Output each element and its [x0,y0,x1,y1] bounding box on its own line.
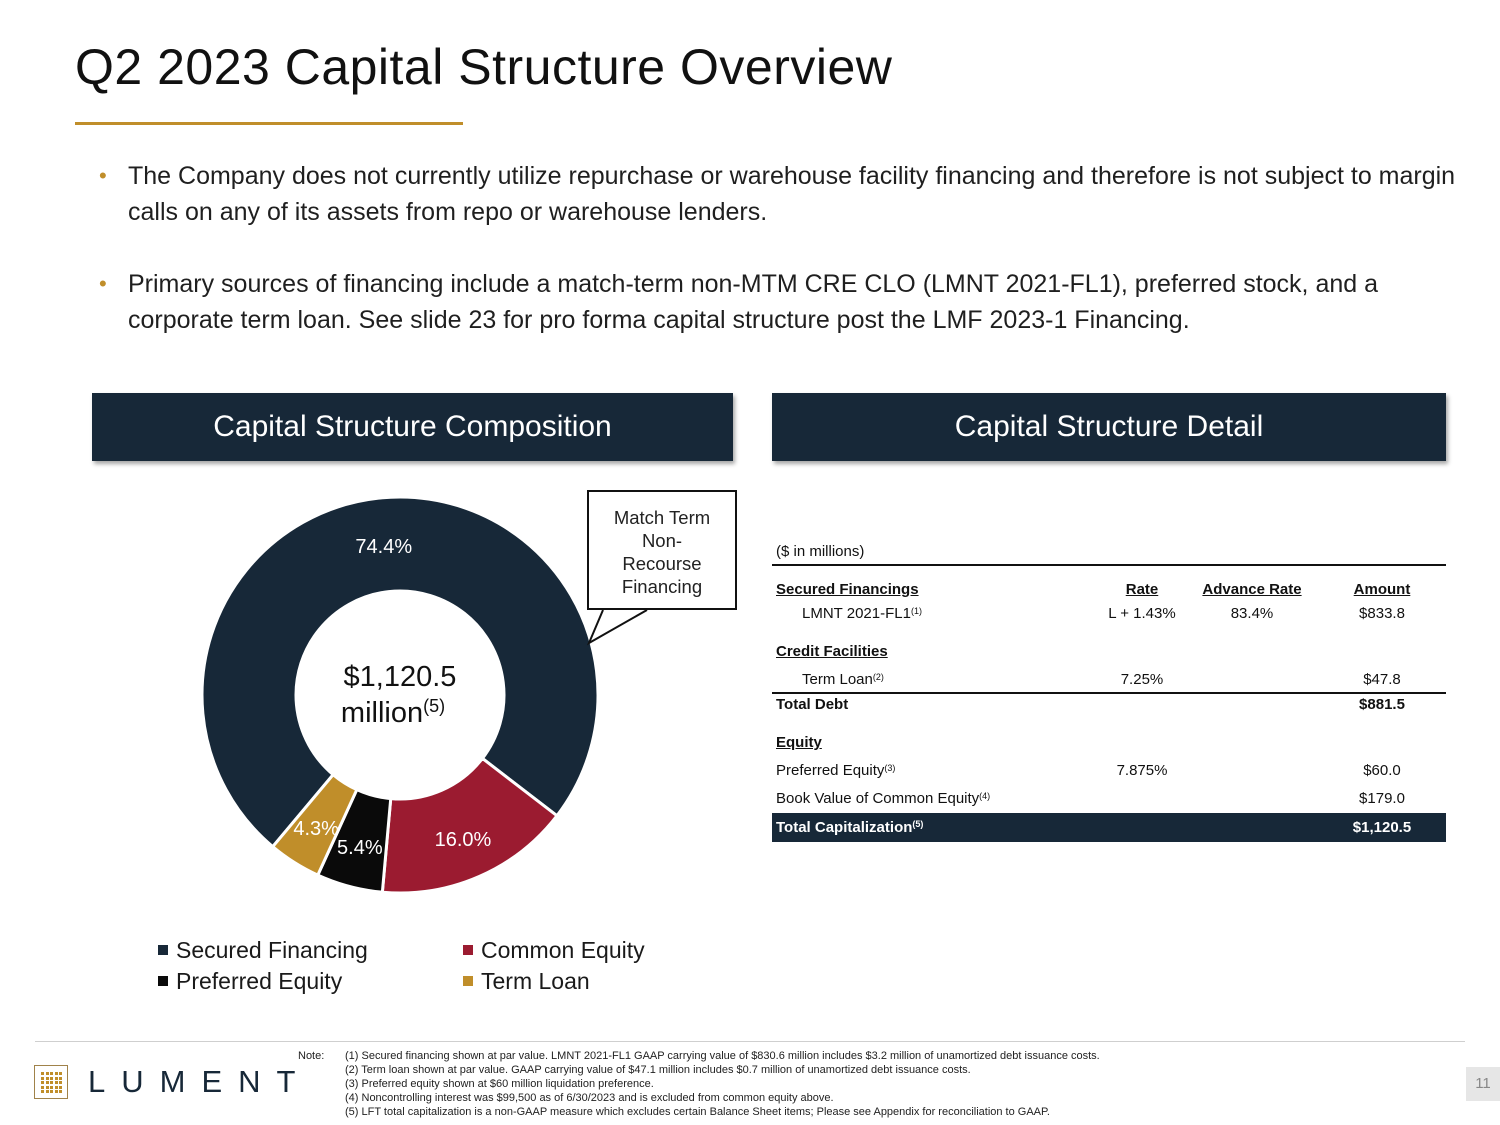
logo-dot [41,1077,44,1080]
callout-box [587,490,737,610]
row-amount: $833.8 [1359,605,1405,622]
legend-swatch-icon [463,945,473,955]
row-label-text: Total Capitalization [776,819,913,836]
logo-dot [41,1090,44,1093]
row-label-text: Preferred Equity [776,762,885,779]
footnote-ref: (2) [872,672,884,682]
callout-line: Financing [621,576,703,597]
composition-header: Capital Structure Composition [92,393,733,461]
logo-dot [55,1086,58,1089]
donut-slice-label: 5.4% [337,836,383,859]
row-amount: $881.5 [1359,696,1405,713]
row-amount: $60.0 [1363,762,1401,779]
table-row-total-capitalization [772,813,1446,842]
row-label [802,669,884,691]
row-rate: 7.875% [1116,762,1168,779]
legend-item [463,937,645,964]
footnote-ref: (1) [910,606,922,616]
table-section-equity [772,732,1446,754]
table-row-common-equity [772,788,1446,810]
row-label [802,603,922,625]
logo-dot [46,1081,49,1084]
table-header-row [772,579,1446,601]
table-row-term-loan [772,669,1446,691]
donut-slice-label: 74.4% [355,535,413,558]
bullet-text: Primary sources of financing include a match-term non-MTM CRE CLO (LMNT 2021-FL1), preferred stock, and a corporate term loan. See slide 23 for pro forma capital structure post the LMF 2023-1 Financing. [128,270,1378,334]
detail-header: Capital Structure Detail [772,393,1446,461]
legend-swatch-icon [463,976,473,986]
logo-dot [46,1090,49,1093]
logo-dot [50,1086,53,1089]
header-advance-rate: Advance Rate [1202,581,1302,598]
row-label-text: LMNT 2021-FL1 [802,605,911,622]
header-rate: Rate [1125,581,1159,598]
header-amount: Amount [1353,581,1411,598]
section-label: Equity [776,734,822,751]
donut-slice-label: 4.3% [293,817,339,840]
bullet-item [95,158,1465,230]
logo-dot [46,1086,49,1089]
callout-line: Recourse [622,553,702,574]
title-underline [75,122,463,125]
legend-label: Term Loan [481,968,590,994]
legend-label: Preferred Equity [176,968,343,994]
bullet-item [95,266,1465,338]
legend-label: Secured Financing [176,937,368,963]
logo-dot [46,1072,49,1075]
row-amount: $179.0 [1359,790,1405,807]
legend-swatch-icon [158,945,168,955]
footer-rule [35,1041,1465,1042]
bullet-text: The Company does not currently utilize repurchase or warehouse facility financing and therefore is not subject to margin calls on any of its assets from repo or warehouse lenders. [128,162,1456,226]
logo-dot [55,1077,58,1080]
callout-line: Non- [641,530,683,551]
row-label [776,760,895,782]
donut-slice-label: 16.0% [434,828,492,851]
legend-item [463,968,590,995]
row-advance-rate: 83.4% [1230,605,1274,622]
callout-pointer [585,605,655,650]
table-top-rule [772,564,1446,566]
page-title: Q2 2023 Capital Structure Overview [75,39,893,95]
logo-dot [50,1077,53,1080]
logo-dot [41,1081,44,1084]
row-label [776,788,990,810]
donut-center-sup: (5) [423,696,446,716]
table-row-lmnt [772,603,1446,625]
row-label-text: Term Loan [802,671,873,688]
note-label: Note: [298,1050,325,1062]
donut-center-amount: $1,120.5 [343,661,457,693]
logo-dot [50,1072,53,1075]
table-row-total-debt [772,694,1446,716]
row-amount: $47.8 [1363,671,1401,688]
donut-center-unit-text: million [340,697,424,729]
footnote-ref: (5) [912,819,924,829]
logo-dot [55,1090,58,1093]
logo-dot [59,1081,62,1084]
company-logo-text: LUMENT [88,1064,312,1099]
logo-dot [55,1081,58,1084]
note-line: (5) LFT total capitalization is a non-GAAP measure which excludes certain Balance Sheet items; Please see Appendix for reconciliation to GAAP. [345,1106,1050,1118]
note-line: (2) Term loan shown at par value. GAAP carrying value of $47.1 million includes $0.7 million of unamortized debt issuance costs. [345,1064,971,1076]
logo-dot [59,1090,62,1093]
note-line: (3) Preferred equity shown at $60 million liquidation preference. [345,1078,654,1090]
section-label: Credit Facilities [776,643,888,660]
note-line: (1) Secured financing shown at par value. LMNT 2021-FL1 GAAP carrying value of $830.6 million includes $3.2 million of unamortized debt issuance costs. [345,1050,1100,1062]
logo-dot [55,1072,58,1075]
footnote-ref: (3) [884,763,896,773]
bullet-list [95,158,1465,374]
logo-dot [41,1072,44,1075]
row-label: Total Debt [776,696,849,713]
note-line: (4) Noncontrolling interest was $99,500 as of 6/30/2023 and is excluded from common equity above. [345,1092,834,1104]
row-rate: L + 1.43% [1108,605,1176,622]
table-units: ($ in millions) [776,543,865,560]
lument-logo-icon [34,1065,68,1099]
legend-item [158,937,368,964]
capital-donut-chart [150,470,650,910]
row-label-text: Book Value of Common Equity [776,790,980,807]
logo-dot [59,1077,62,1080]
header-secured-financings: Secured Financings [776,581,919,598]
donut-center-unit [341,696,445,729]
table-row-preferred-equity [772,760,1446,782]
bullet-dot-icon: • [99,163,107,188]
legend-item [158,968,342,995]
row-amount: $1,120.5 [1352,819,1412,836]
row-label [776,813,923,842]
logo-dot [46,1077,49,1080]
page-number: 11 [1466,1067,1500,1101]
legend-swatch-icon [158,976,168,986]
row-rate: 7.25% [1120,671,1164,688]
bullet-dot-icon: • [99,271,107,296]
logo-dot [50,1090,53,1093]
logo-dot [59,1086,62,1089]
logo-dot [59,1072,62,1075]
table-section-credit-facilities [772,641,1446,663]
callout-line: Match Term [613,507,711,528]
footnote-ref: (4) [979,791,991,801]
legend-label: Common Equity [481,937,645,963]
note-lines [345,1049,1100,1119]
logo-dot [41,1086,44,1089]
logo-dot [50,1081,53,1084]
